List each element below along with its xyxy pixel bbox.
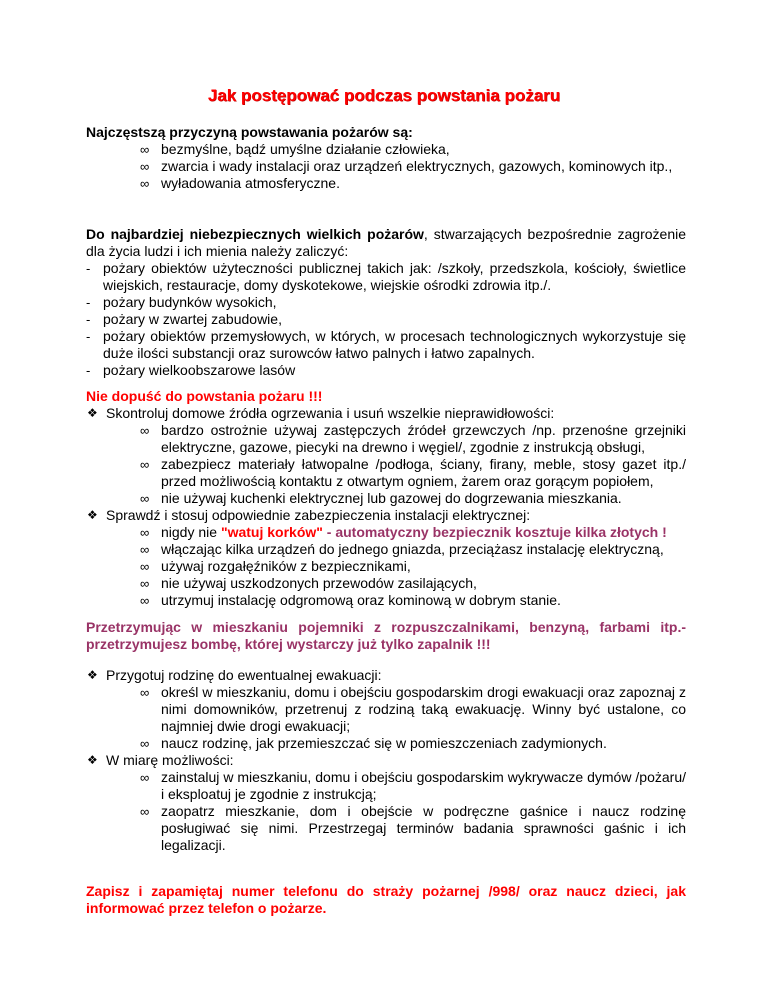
- list-item: [86, 524, 686, 541]
- causes-heading: Najczęstszą przyczyną powstawania pożarów są:: [86, 124, 413, 140]
- dangerous-intro: [86, 226, 686, 260]
- list-item: [86, 803, 686, 854]
- bullet-marker: ∞: [140, 525, 150, 540]
- bullet-marker: ∞: [140, 685, 150, 700]
- list-item: [86, 490, 686, 507]
- prepare-item: określ w mieszkaniu, domu i obejściu gospodarskim drogi ewakuacji oraz zapoznaj z nimi domowników, przetrenuj z rodziną taką ewakuację. Winny być ustalone, co najmniej dwie drogi ewakuacji;: [161, 684, 686, 734]
- list-item: [86, 294, 686, 311]
- bullet-marker: ∞: [140, 142, 150, 157]
- prepare-text: Przygotuj rodzinę do ewentualnej ewakuacji:: [106, 667, 382, 683]
- dangerous-item: pożary obiektów przemysłowych, w których, w procesach technologicznych wykorzystuje się duże ilości substancji oraz surowców łatwo palnych i łatwo zapalnych.: [103, 328, 686, 361]
- electric-item: nie używaj uszkodzonych przewodów zasilających,: [161, 575, 477, 591]
- dash-marker: -: [86, 329, 91, 344]
- heating-item: bardzo ostrożnie używaj zastępczych źródeł grzewczych /np. przenośne grzejniki elektryczne, gazowe, piecyki na drewno i węgiel/, zgodnie z instrukcją obsługi,: [161, 422, 686, 455]
- possible-text: W miarę możliwości:: [106, 752, 234, 768]
- electric-first-red: "watuj korków": [220, 524, 323, 540]
- list-item: [86, 592, 686, 609]
- dangerous-item: pożary wielkoobszarowe lasów: [103, 362, 296, 378]
- page-title: Jak postępować podczas powstania pożaru: [207, 86, 561, 105]
- diamond-marker: ❖: [87, 668, 98, 682]
- list-item: [86, 328, 686, 362]
- heating-item: nie używaj kuchenki elektrycznej lub gazowej do dogrzewania mieszkania.: [161, 490, 622, 506]
- list-item: [86, 456, 686, 490]
- electric-item: używaj rozgałęźników z bezpiecznikami,: [161, 558, 411, 574]
- cause-item: zwarcia i wady instalacji oraz urządzeń elektrycznych, gazowych, kominowych itp.,: [161, 158, 673, 174]
- list-item: [86, 175, 686, 192]
- dangerous-fires-section: [86, 226, 686, 379]
- bullet-marker: ∞: [140, 457, 150, 472]
- electric-first-prefix: nigdy nie: [161, 524, 221, 540]
- cause-item: bezmyślne, bądź umyślne działanie człowieka,: [161, 141, 450, 157]
- final-note: Zapisz i zapamiętaj numer telefonu do straży pożarnej /998/ oraz naucz dzieci, jak informować przez telefon o pożarze.: [86, 883, 686, 916]
- list-item: [86, 684, 686, 735]
- bullet-marker: ∞: [140, 804, 150, 819]
- list-item: [86, 507, 686, 524]
- list-item: [86, 541, 686, 558]
- dash-marker: -: [86, 261, 91, 276]
- dangerous-item: pożary obiektów użyteczności publicznej takich jak: /szkoły, przedszkola, kościoły, świetlice wiejskich, restauracje, domy dyskotekowe, wiejskie ośrodki zdrowia itp./.: [103, 260, 686, 293]
- prepare-item: naucz rodzinę, jak przemieszczać się w pomieszczeniach zadymionych.: [161, 735, 607, 751]
- list-item: [86, 141, 686, 158]
- list-item: [86, 667, 686, 684]
- bullet-marker: ∞: [140, 736, 150, 751]
- list-item: [86, 405, 686, 422]
- bullet-marker: ∞: [140, 159, 150, 174]
- check-heating-text: Skontroluj domowe źródła ogrzewania i usuń wszelkie nieprawidłowości:: [106, 405, 555, 421]
- bullet-marker: ∞: [140, 593, 150, 608]
- list-item: [86, 422, 686, 456]
- bullet-marker: ∞: [140, 423, 150, 438]
- list-item: [86, 575, 686, 592]
- list-item: [86, 558, 686, 575]
- dangerous-intro-rest: , stwarzających bezpośrednie zagrożenie dla życia ludzi i ich mienia należy zaliczyć:: [86, 226, 686, 259]
- diamond-marker: ❖: [87, 406, 98, 420]
- electric-first-purple: - automatyczny bezpiecznik kosztuje kilka złotych !: [322, 524, 667, 540]
- bullet-marker: ∞: [140, 491, 150, 506]
- causes-section: [86, 124, 686, 192]
- check-electric-text: Sprawdź i stosuj odpowiednie zabezpieczenia instalacji elektrycznej:: [106, 507, 531, 523]
- list-item: [86, 260, 686, 294]
- bullet-marker: ∞: [140, 770, 150, 785]
- prevention-heading: Nie dopuść do powstania pożaru !!!: [86, 388, 323, 404]
- bullet-marker: ∞: [140, 559, 150, 574]
- dash-marker: -: [86, 363, 91, 378]
- bullet-marker: ∞: [140, 576, 150, 591]
- diamond-marker: ❖: [87, 508, 98, 522]
- cause-item: wyładowania atmosferyczne.: [161, 175, 340, 191]
- dangerous-item: pożary w zwartej zabudowie,: [103, 311, 282, 327]
- bullet-marker: ∞: [140, 542, 150, 557]
- dangerous-intro-bold: Do najbardziej niebezpiecznych wielkich pożarów: [86, 226, 424, 242]
- possible-item: zaopatrz mieszkanie, dom i obejście w podręczne gaśnice i naucz rodzinę posługiwać się nimi. Przestrzegaj terminów badania sprawności gaśnic i ich legalizacji.: [161, 803, 686, 853]
- bullet-marker: ∞: [140, 176, 150, 191]
- solvent-warning: Przetrzymując w mieszkaniu pojemniki z rozpuszczalnikami, benzyną, farbami itp.- przetrzymujesz bombę, której wystarczy już tylko zapalnik !!!: [86, 619, 686, 652]
- list-item: [86, 362, 686, 379]
- dash-marker: -: [86, 295, 91, 310]
- prevention-section: [86, 388, 686, 609]
- dash-marker: -: [86, 312, 91, 327]
- electric-item: włączając kilka urządzeń do jednego gniazda, przeciążasz instalację elektryczną,: [161, 541, 664, 557]
- diamond-marker: ❖: [87, 753, 98, 767]
- heating-item: zabezpiecz materiały łatwopalne /podłoga, ściany, firany, meble, stosy gazet itp./ przed możliwością kontaktu z otwartym ogniem, żarem oraz gorącym popiołem,: [161, 456, 686, 489]
- possible-item: zainstaluj w mieszkaniu, domu i obejściu gospodarskim wykrywacze dymów /pożaru/ i eksploatuj je zgodnie z instrukcją;: [161, 769, 686, 802]
- evacuation-section: [86, 667, 686, 854]
- list-item: [86, 752, 686, 769]
- dangerous-item: pożary budynków wysokich,: [103, 294, 277, 310]
- list-item: [86, 311, 686, 328]
- list-item: [86, 769, 686, 803]
- list-item: [86, 158, 686, 175]
- list-item: [86, 735, 686, 752]
- electric-item: utrzymuj instalację odgromową oraz kominową w dobrym stanie.: [161, 592, 561, 608]
